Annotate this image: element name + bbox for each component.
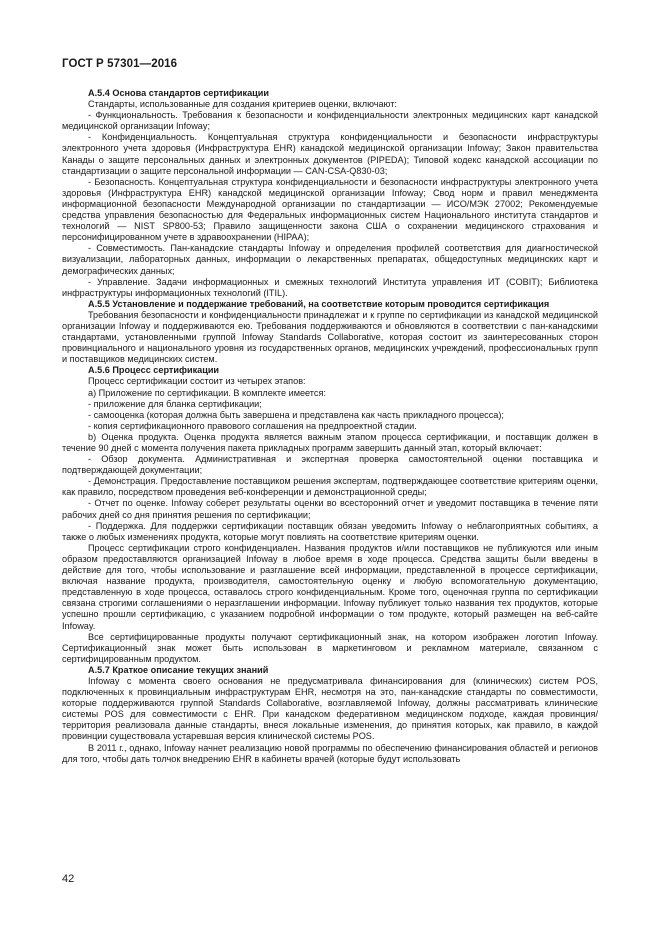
paragraph: - Управление. Задачи информационных и смежных технологий Института управления ИТ (COBIT); Библиотека инфраструктуры информационных технологий (ITIL). — [62, 276, 598, 298]
paragraph: Требования безопасности и конфиденциальности принадлежат и к группе по сертификации из канадской медицинской организации Infoway и поддерживаются ею. Требования поддерживаются и обновляются в соответствии с пан-канадскими стандартами, установленными группой Infoway Standards Collaborative, которая состоит из заинтересованных сторон провинциального и национального уровня из государственных органов, медицинских учреждений, профессиональных групп и поставщиков медицинских систем. — [62, 309, 598, 365]
paragraph: Infoway с момента своего основания не предусматривала финансирования для (клинических) систем POS, подключенных к провинциальным инфраструктурам EHR, несмотря на это, пан-канадские стандарты по совместимости, которые поддерживаются группой Standards Collaborative, возглавляемой Infoway, должны рассматривать клинические системы POS для совместимости с EHR. При канадском федеративном медицинском подходе, каждая провинция/территория реализовала данные стандарты, внеся локальные изменения, до принятия которых, как правило, в каждой провинции существовала устаревшая версия клинической системы POS. — [62, 675, 598, 742]
page-number: 42 — [62, 873, 75, 885]
paragraph: - Конфиденциальность. Концептуальная структура конфиденциальности и безопасности инфраструктуры электронного учета здоровья (Инфраструктура EHR) канадской медицинской организации Infoway; Закон правительства Канады о защите персональных данных и электронных документов (PIPEDA); Типовой кодекс канадской ассоциации по стандартизации о защите персональной информации — CAN-CSA-Q830-03; — [62, 132, 598, 176]
paragraph: - Совместимость. Пан-канадские стандарты Infoway и определения профилей соответствия для диагностической визуализации, лабораторных данных, информации о лекарственных препаратах, общедоступных медицинских карт и демографических данных; — [62, 243, 598, 276]
section-heading: А.5.7 Краткое описание текущих знаний — [88, 664, 269, 675]
paragraph: - приложение для бланка сертификации; — [88, 398, 262, 409]
paragraph: Процесс сертификации строго конфиденциален. Названия продуктов и/или поставщиков не публикуются или иным образом предоставляются организацией Infoway в любое время в ходе процесса. Средства защиты были введены в действие для того, чтобы использование и разглашение всей информации, представленной в процессе сертификации, включая название продукта, производителя, самостоятельную оценку и любую вспомогательную документацию, представленную в ходе процесса, оставалось строго конфиденциальным. Кроме того, оценочная группа по сертификации связана строгими соглашениями о неразглашении информации. Infoway публикует только названия тех продуктов, которые успешно прошли сертификацию, с указанием подробной информации о том продукте, который размещен на веб-сайте Infoway. — [62, 542, 598, 631]
paragraph: - Безопасность. Концептуальная структура конфиденциальности и безопасности инфраструктуры электронного учета здоровья (Инфраструктура EHR) канадской медицинской организации Infoway; Свод норм и правил менеджмента информационной безопасности Международной организации по стандартизации — ИСО/МЭК 27002; Рекомендуемые средства управления безопасностью для Федеральных информационных систем Национального института стандартов и технологий — NIST SP800-53; Правило защищенности закона США о сохранении медицинского страхования и персонифицированном учете в здравоохранении (HIPAA); — [62, 176, 598, 243]
paragraph: - Поддержка. Для поддержки сертификации поставщик обязан уведомить Infoway о неблагоприятных событиях, а также о любых изменениях продукта, которые могут повлиять на соответствие критериям оценки. — [62, 520, 598, 542]
paragraph: - Обзор документа. Административная и экспертная проверка самостоятельной оценки поставщика и подтверждающей документации; — [62, 454, 598, 476]
paragraph: Процесс сертификации состоит из четырех этапов: — [88, 376, 306, 387]
paragraph: - Отчет по оценке. Infoway соберет результаты оценки во всесторонний отчет и уведомит поставщика в течение пяти рабочих дней со дня принятия решения по сертификации; — [62, 498, 598, 520]
document-body — [62, 88, 598, 765]
paragraph: Все сертифицированные продукты получают сертификационный знак, на котором изображен логотип Infoway. Сертификационный знак может быть использован в маркетинговом и рекламном материале, связанном с сертифицированным продуктом. — [62, 631, 598, 664]
paragraph: Стандарты, использованные для создания критериев оценки, включают: — [88, 99, 397, 110]
document-header: ГОСТ Р 57301—2016 — [62, 58, 178, 70]
paragraph: - самооценка (которая должна быть завершена и представлена как часть прикладного процесса); — [88, 409, 504, 420]
paragraph: В 2011 г., однако, Infoway начнет реализацию новой программы по обеспечению финансирования областей и регионов для того, чтобы дать толчок внедрению EHR в кабинеты врачей (которые будут использовать — [62, 742, 598, 764]
section-heading: А.5.6 Процесс сертификации — [88, 365, 220, 376]
paragraph: b) Оценка продукта. Оценка продукта является важным этапом процесса сертификации, и поставщик должен в течение 90 дней с момента получения пакета прикладных программ завершить данный этап, который включает: — [62, 431, 598, 453]
section-heading: А.5.5 Установление и поддержание требований, на соответствие которым проводится сертификация — [88, 298, 550, 309]
paragraph: - Демонстрация. Предоставление поставщиком решения экспертам, подтверждающее соответствие критериям оценки, как правило, посредством проведения веб-конференции и демонстрационной среды; — [62, 476, 598, 498]
paragraph: - Функциональность. Требования к безопасности и конфиденциальности электронных медицинских карт канадской медицинской организации Infoway; — [62, 110, 598, 132]
paragraph: - копия сертификационного правового соглашения на предпроектной стадии. — [88, 420, 417, 431]
section-heading: А.5.4 Основа стандартов сертификации — [88, 88, 269, 98]
paragraph: а) Приложение по сертификации. В комплекте имеется: — [88, 387, 326, 398]
